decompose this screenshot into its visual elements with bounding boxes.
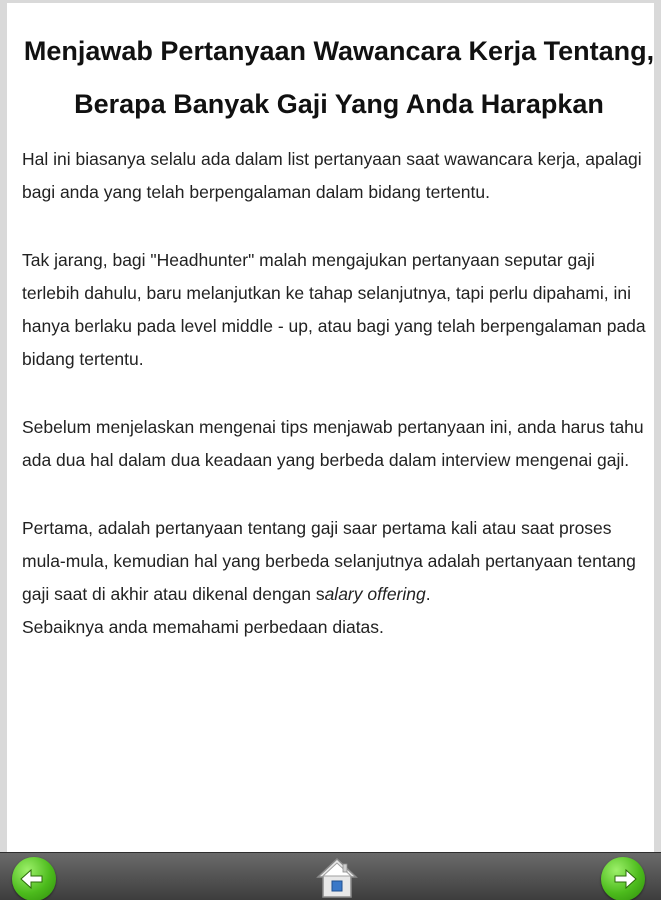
home-icon bbox=[315, 855, 359, 900]
paragraph-5: Sebaiknya anda memahami perbedaan diatas. bbox=[22, 617, 384, 637]
article-body bbox=[22, 143, 656, 644]
paragraph-4-text: Pertama, adalah pertanyaan tentang gaji saar pertama kali atau saat proses mula-mula, kemudian hal yang berbeda selanjutnya adalah pertanyaan tentang gaji saat di akhir atau dikenal dengan s bbox=[22, 518, 636, 604]
paragraph-2: Tak jarang, bagi "Headhunter" malah mengajukan pertanyaan seputar gaji terlebih dahulu, baru melanjutkan ke tahap selanjutnya, tapi perlu dipahami, ini hanya berlaku pada level middle - up, atau bagi yang telah berpengalaman pada bidang tertentu. bbox=[22, 250, 646, 369]
paragraph-4-italic: alary offering bbox=[324, 584, 426, 604]
back-button[interactable] bbox=[12, 857, 56, 900]
arrow-left-icon bbox=[12, 857, 56, 900]
home-button[interactable] bbox=[315, 855, 359, 900]
arrow-right-icon bbox=[601, 857, 645, 900]
article-content bbox=[22, 25, 656, 644]
paragraph-3: Sebelum menjelaskan mengenai tips menjawab pertanyaan ini, anda harus tahu ada dua hal dalam dua keadaan yang berbeda dalam interview mengenai gaji. bbox=[22, 417, 644, 470]
paragraph-1: Hal ini biasanya selalu ada dalam list pertanyaan saat wawancara kerja, apalagi bagi anda yang telah berpengalaman dalam bidang tertentu. bbox=[22, 149, 642, 202]
next-button[interactable] bbox=[601, 857, 645, 900]
paragraph-4-end: . bbox=[425, 584, 431, 604]
paragraph-4 bbox=[22, 512, 656, 611]
bottom-navigation-bar bbox=[0, 852, 661, 900]
article-title: Menjawab Pertanyaan Wawancara Kerja Tentang, Berapa Banyak Gaji Yang Anda Harapkan bbox=[23, 36, 655, 119]
